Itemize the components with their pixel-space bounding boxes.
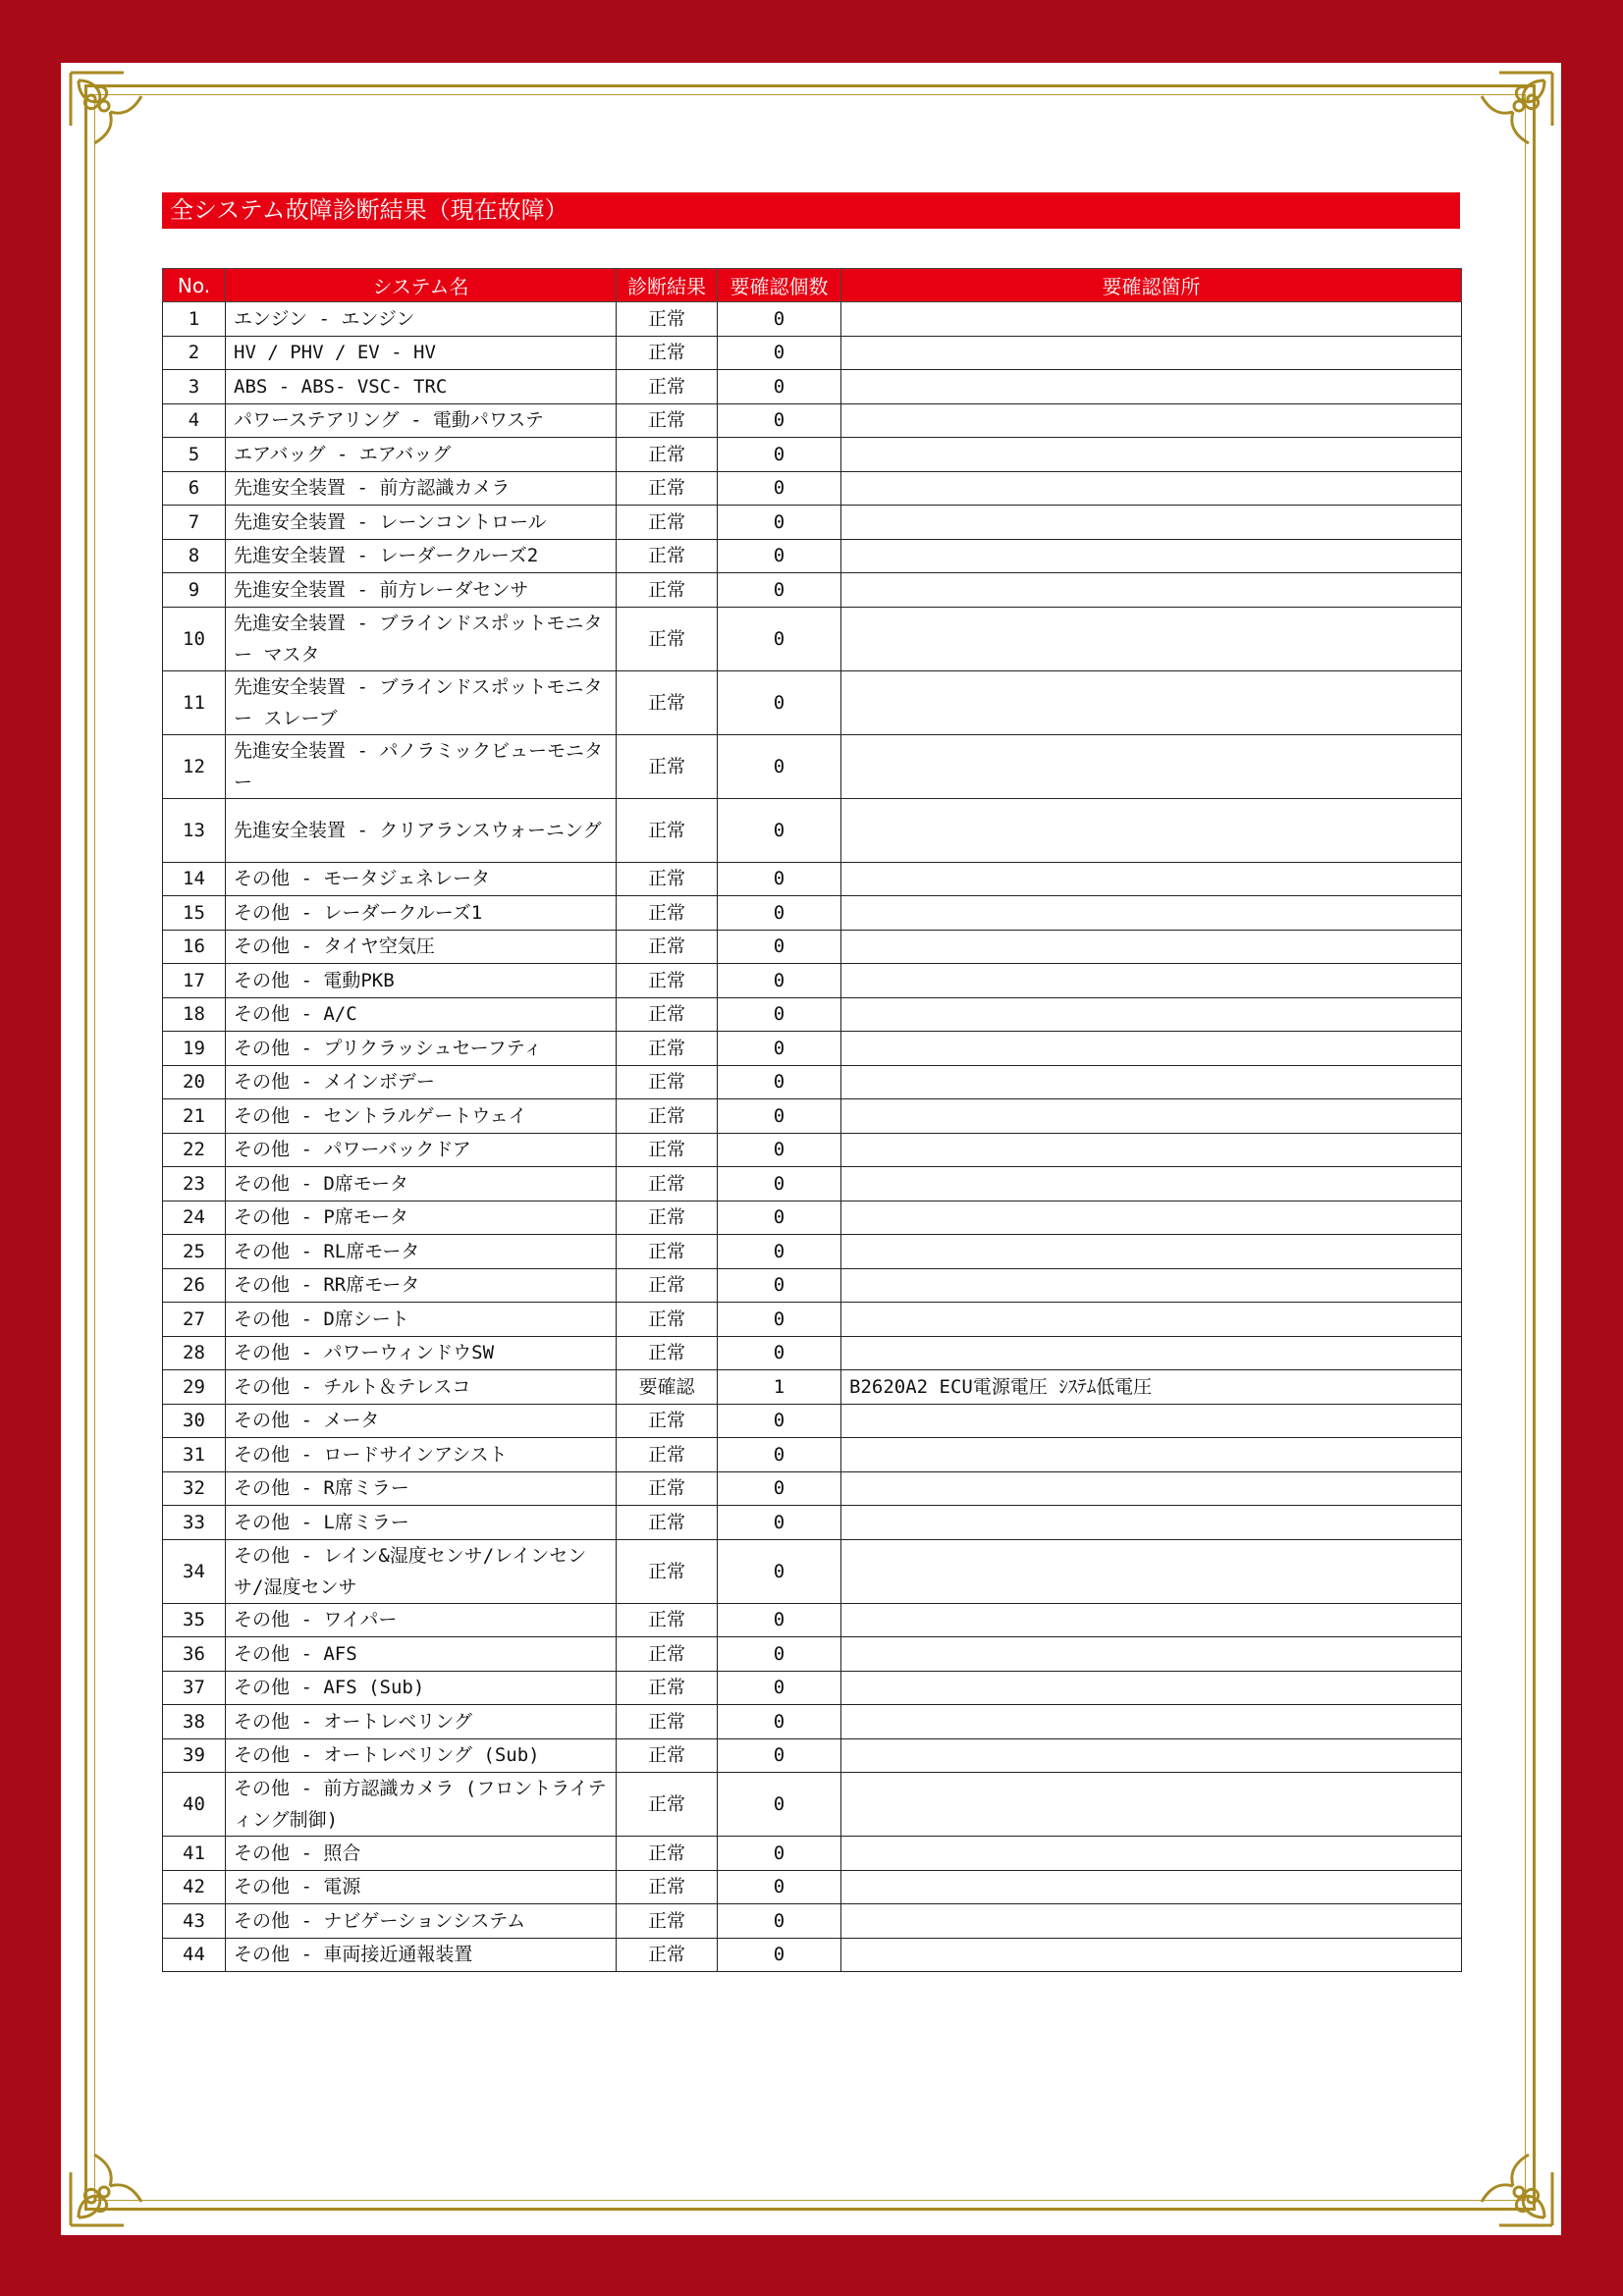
row-number: 18 (163, 997, 226, 1032)
table-row (163, 1904, 1462, 1939)
check-location (841, 1637, 1462, 1672)
row-number: 23 (163, 1167, 226, 1201)
check-location (841, 1471, 1462, 1506)
check-location (841, 896, 1462, 931)
diagnosis-result: 正常 (617, 997, 718, 1032)
diagnosis-result: 正常 (617, 403, 718, 438)
system-name: その他 - L席ミラー (226, 1506, 617, 1540)
row-number: 19 (163, 1032, 226, 1066)
check-count: 0 (718, 1506, 841, 1540)
column-header-result: 診断結果 (617, 269, 718, 302)
system-name: エンジン - エンジン (226, 302, 617, 337)
system-name: その他 - AFS (Sub) (226, 1671, 617, 1705)
system-name: その他 - AFS (226, 1637, 617, 1672)
row-number: 29 (163, 1370, 226, 1405)
check-count: 0 (718, 1032, 841, 1066)
diagnosis-result: 正常 (617, 1471, 718, 1506)
table-row (163, 1235, 1462, 1269)
table-row (163, 798, 1462, 862)
check-count: 0 (718, 1904, 841, 1939)
row-number: 39 (163, 1738, 226, 1773)
system-name: その他 - オートレベリング (Sub) (226, 1738, 617, 1773)
system-name: ABS - ABS- VSC- TRC (226, 370, 617, 404)
system-name: 先進安全装置 - パノラミックビューモニター (226, 734, 617, 798)
check-count: 0 (718, 370, 841, 404)
table-row (163, 1065, 1462, 1099)
system-name: その他 - ナビゲーションシステム (226, 1904, 617, 1939)
row-number: 11 (163, 670, 226, 734)
diagnosis-result: 正常 (617, 1738, 718, 1773)
table-header-row (163, 269, 1462, 302)
check-count: 0 (718, 1404, 841, 1438)
table-row (163, 1099, 1462, 1134)
check-location (841, 1870, 1462, 1904)
row-number: 9 (163, 573, 226, 608)
diagnosis-result: 正常 (617, 1303, 718, 1337)
system-name: その他 - 電源 (226, 1870, 617, 1904)
check-count: 0 (718, 607, 841, 670)
table-row (163, 506, 1462, 540)
diagnosis-result: 正常 (617, 1438, 718, 1472)
row-number: 41 (163, 1837, 226, 1871)
system-name: その他 - D席シート (226, 1303, 617, 1337)
diagnosis-result: 正常 (617, 1539, 718, 1603)
row-number: 13 (163, 798, 226, 862)
check-location (841, 930, 1462, 964)
diagnosis-result: 正常 (617, 1336, 718, 1370)
row-number: 17 (163, 964, 226, 998)
system-name: その他 - RL席モータ (226, 1235, 617, 1269)
system-name: 先進安全装置 - レーンコントロール (226, 506, 617, 540)
table-row (163, 607, 1462, 670)
check-count: 0 (718, 1268, 841, 1303)
check-location (841, 1738, 1462, 1773)
check-location (841, 1603, 1462, 1637)
diagnosis-result: 正常 (617, 573, 718, 608)
check-location (841, 997, 1462, 1032)
system-name: その他 - モータジェネレータ (226, 862, 617, 896)
diagnosis-result: 正常 (617, 506, 718, 540)
row-number: 35 (163, 1603, 226, 1637)
row-number: 37 (163, 1671, 226, 1705)
column-header-no: No. (163, 269, 226, 302)
column-header-location: 要確認箇所 (841, 269, 1462, 302)
diagnosis-result: 正常 (617, 1268, 718, 1303)
diagnosis-result: 正常 (617, 930, 718, 964)
table-row (163, 336, 1462, 370)
check-location (841, 539, 1462, 573)
diagnosis-result: 正常 (617, 302, 718, 337)
system-name: その他 - A/C (226, 997, 617, 1032)
system-name: 先進安全装置 - レーダークルーズ2 (226, 539, 617, 573)
check-count: 0 (718, 930, 841, 964)
row-number: 25 (163, 1235, 226, 1269)
row-number: 42 (163, 1870, 226, 1904)
table-row (163, 1870, 1462, 1904)
diagnosis-result: 正常 (617, 1032, 718, 1066)
check-count: 0 (718, 1671, 841, 1705)
system-name: その他 - チルト＆テレスコ (226, 1370, 617, 1405)
check-location (841, 607, 1462, 670)
check-location (841, 403, 1462, 438)
corner-ornament-icon (1460, 2133, 1558, 2231)
check-location (841, 1235, 1462, 1269)
diagnosis-result: 正常 (617, 1099, 718, 1134)
row-number: 5 (163, 438, 226, 472)
row-number: 22 (163, 1133, 226, 1167)
table-row (163, 1201, 1462, 1235)
system-name: その他 - RR席モータ (226, 1268, 617, 1303)
system-name: その他 - ロードサインアシスト (226, 1438, 617, 1472)
check-location (841, 734, 1462, 798)
check-count: 1 (718, 1370, 841, 1405)
table-row (163, 1471, 1462, 1506)
row-number: 20 (163, 1065, 226, 1099)
row-number: 27 (163, 1303, 226, 1337)
row-number: 7 (163, 506, 226, 540)
check-count: 0 (718, 670, 841, 734)
diagnosis-result: 正常 (617, 1671, 718, 1705)
table-row (163, 438, 1462, 472)
check-location (841, 1032, 1462, 1066)
table-row (163, 573, 1462, 608)
diagnosis-result: 正常 (617, 438, 718, 472)
table-row (163, 539, 1462, 573)
check-count: 0 (718, 1235, 841, 1269)
table-row (163, 1370, 1462, 1405)
table-row (163, 1506, 1462, 1540)
check-count: 0 (718, 403, 841, 438)
diagnosis-result: 正常 (617, 1938, 718, 1972)
system-name: パワーステアリング - 電動パワステ (226, 403, 617, 438)
row-number: 6 (163, 471, 226, 506)
check-count: 0 (718, 997, 841, 1032)
row-number: 4 (163, 403, 226, 438)
check-location (841, 336, 1462, 370)
check-count: 0 (718, 1133, 841, 1167)
check-count: 0 (718, 1303, 841, 1337)
system-name: その他 - レーダークルーズ1 (226, 896, 617, 931)
diagnosis-result: 正常 (617, 607, 718, 670)
page-title: 全システム故障診断結果（現在故障） (162, 192, 1460, 229)
table-row (163, 1438, 1462, 1472)
system-name: その他 - 照合 (226, 1837, 617, 1871)
row-number: 28 (163, 1336, 226, 1370)
table-row (163, 862, 1462, 896)
diagnosis-result: 正常 (617, 539, 718, 573)
check-location (841, 798, 1462, 862)
diagnosis-result: 正常 (617, 1235, 718, 1269)
check-count: 0 (718, 1438, 841, 1472)
check-location (841, 1201, 1462, 1235)
check-count: 0 (718, 573, 841, 608)
check-count: 0 (718, 1065, 841, 1099)
table-row (163, 1938, 1462, 1972)
check-count: 0 (718, 1336, 841, 1370)
diagnosis-result: 正常 (617, 1837, 718, 1871)
corner-ornament-icon (1460, 67, 1558, 165)
table-row (163, 734, 1462, 798)
system-name: その他 - パワーウィンドウSW (226, 1336, 617, 1370)
system-name: その他 - 電動PKB (226, 964, 617, 998)
table-row (163, 930, 1462, 964)
table-row (163, 964, 1462, 998)
table-row (163, 1738, 1462, 1773)
row-number: 10 (163, 607, 226, 670)
check-location (841, 964, 1462, 998)
table-row (163, 1773, 1462, 1837)
check-location (841, 1438, 1462, 1472)
check-location (841, 1671, 1462, 1705)
corner-ornament-icon (65, 2133, 163, 2231)
check-count: 0 (718, 1603, 841, 1637)
row-number: 12 (163, 734, 226, 798)
diagnosis-result: 正常 (617, 1065, 718, 1099)
system-name: その他 - ワイパー (226, 1603, 617, 1637)
table-row (163, 1637, 1462, 1672)
diagnosis-result: 正常 (617, 798, 718, 862)
row-number: 2 (163, 336, 226, 370)
check-count: 0 (718, 1201, 841, 1235)
diagnosis-result: 正常 (617, 1404, 718, 1438)
check-location (841, 1837, 1462, 1871)
check-location: B2620A2 ECU電源電圧 ｼｽﾃﾑ低電圧 (841, 1370, 1462, 1405)
system-name: その他 - レイン&湿度センサ/レインセンサ/湿度センサ (226, 1539, 617, 1603)
table-row (163, 1404, 1462, 1438)
diagnosis-result: 正常 (617, 1870, 718, 1904)
check-count: 0 (718, 1870, 841, 1904)
check-count: 0 (718, 1705, 841, 1739)
diagnosis-result: 正常 (617, 1603, 718, 1637)
check-location (841, 1938, 1462, 1972)
diagnosis-result: 正常 (617, 1133, 718, 1167)
system-name: 先進安全装置 - ブラインドスポットモニター スレーブ (226, 670, 617, 734)
table-row (163, 1671, 1462, 1705)
check-location (841, 1167, 1462, 1201)
system-name: その他 - タイヤ空気圧 (226, 930, 617, 964)
table-row (163, 1539, 1462, 1603)
table-row (163, 997, 1462, 1032)
check-count: 0 (718, 1471, 841, 1506)
table-row (163, 896, 1462, 931)
check-count: 0 (718, 1099, 841, 1134)
diagnosis-result: 正常 (617, 1506, 718, 1540)
row-number: 43 (163, 1904, 226, 1939)
check-count: 0 (718, 1167, 841, 1201)
row-number: 21 (163, 1099, 226, 1134)
table-row (163, 1133, 1462, 1167)
row-number: 1 (163, 302, 226, 337)
diagnosis-result: 正常 (617, 896, 718, 931)
diagnosis-table (162, 268, 1462, 1972)
check-location (841, 1904, 1462, 1939)
check-location (841, 1303, 1462, 1337)
check-count: 0 (718, 734, 841, 798)
diagnosis-result: 正常 (617, 862, 718, 896)
check-location (841, 1705, 1462, 1739)
corner-ornament-icon (65, 67, 163, 165)
check-count: 0 (718, 1539, 841, 1603)
check-count: 0 (718, 336, 841, 370)
check-count: 0 (718, 798, 841, 862)
check-location (841, 1539, 1462, 1603)
row-number: 40 (163, 1773, 226, 1837)
table-row (163, 1303, 1462, 1337)
table-row (163, 1032, 1462, 1066)
diagnosis-result: 正常 (617, 670, 718, 734)
system-name: その他 - D席モータ (226, 1167, 617, 1201)
table-row (163, 403, 1462, 438)
diagnosis-result: 正常 (617, 964, 718, 998)
table-row (163, 1268, 1462, 1303)
check-location (841, 506, 1462, 540)
system-name: 先進安全装置 - ブラインドスポットモニター マスタ (226, 607, 617, 670)
diagnosis-result: 正常 (617, 471, 718, 506)
table-row (163, 1705, 1462, 1739)
column-header-system: システム名 (226, 269, 617, 302)
diagnosis-result: 正常 (617, 1773, 718, 1837)
diagnosis-result: 正常 (617, 1637, 718, 1672)
row-number: 33 (163, 1506, 226, 1540)
check-count: 0 (718, 964, 841, 998)
check-count: 0 (718, 896, 841, 931)
diagnosis-result: 正常 (617, 1201, 718, 1235)
check-location (841, 370, 1462, 404)
table-row (163, 302, 1462, 337)
system-name: その他 - P席モータ (226, 1201, 617, 1235)
check-location (841, 1404, 1462, 1438)
diagnosis-result: 正常 (617, 1167, 718, 1201)
check-count: 0 (718, 302, 841, 337)
row-number: 31 (163, 1438, 226, 1472)
check-location (841, 670, 1462, 734)
check-count: 0 (718, 471, 841, 506)
table-row (163, 471, 1462, 506)
check-location (841, 1268, 1462, 1303)
system-name: その他 - プリクラッシュセーフティ (226, 1032, 617, 1066)
check-location (841, 862, 1462, 896)
check-count: 0 (718, 539, 841, 573)
row-number: 14 (163, 862, 226, 896)
diagnosis-result: 正常 (617, 1904, 718, 1939)
check-count: 0 (718, 1773, 841, 1837)
check-location (841, 1773, 1462, 1837)
system-name: その他 - パワーバックドア (226, 1133, 617, 1167)
table-row (163, 370, 1462, 404)
check-location (841, 573, 1462, 608)
check-location (841, 1065, 1462, 1099)
table-body (163, 302, 1462, 1972)
diagnosis-result: 要確認 (617, 1370, 718, 1405)
row-number: 34 (163, 1539, 226, 1603)
check-count: 0 (718, 1938, 841, 1972)
check-location (841, 1506, 1462, 1540)
row-number: 3 (163, 370, 226, 404)
table-row (163, 1603, 1462, 1637)
check-location (841, 1336, 1462, 1370)
system-name: その他 - 前方認識カメラ (フロントライティング制御) (226, 1773, 617, 1837)
system-name: 先進安全装置 - 前方レーダセンサ (226, 573, 617, 608)
system-name: 先進安全装置 - クリアランスウォーニング (226, 798, 617, 862)
row-number: 30 (163, 1404, 226, 1438)
row-number: 24 (163, 1201, 226, 1235)
check-count: 0 (718, 1837, 841, 1871)
row-number: 36 (163, 1637, 226, 1672)
table-row (163, 1336, 1462, 1370)
system-name: その他 - R席ミラー (226, 1471, 617, 1506)
diagnosis-result: 正常 (617, 370, 718, 404)
table-row (163, 1167, 1462, 1201)
check-count: 0 (718, 1637, 841, 1672)
check-location (841, 1133, 1462, 1167)
row-number: 38 (163, 1705, 226, 1739)
check-location (841, 302, 1462, 337)
check-location (841, 471, 1462, 506)
diagnosis-result: 正常 (617, 734, 718, 798)
system-name: エアバッグ - エアバッグ (226, 438, 617, 472)
system-name: その他 - メインボデー (226, 1065, 617, 1099)
table-row (163, 670, 1462, 734)
diagnosis-result: 正常 (617, 1705, 718, 1739)
check-location (841, 438, 1462, 472)
row-number: 26 (163, 1268, 226, 1303)
system-name: 先進安全装置 - 前方認識カメラ (226, 471, 617, 506)
check-count: 0 (718, 1738, 841, 1773)
row-number: 15 (163, 896, 226, 931)
row-number: 44 (163, 1938, 226, 1972)
check-count: 0 (718, 438, 841, 472)
diagnosis-result: 正常 (617, 336, 718, 370)
row-number: 32 (163, 1471, 226, 1506)
row-number: 16 (163, 930, 226, 964)
system-name: その他 - セントラルゲートウェイ (226, 1099, 617, 1134)
column-header-count: 要確認個数 (718, 269, 841, 302)
system-name: その他 - オートレベリング (226, 1705, 617, 1739)
system-name: その他 - メータ (226, 1404, 617, 1438)
check-count: 0 (718, 862, 841, 896)
check-count: 0 (718, 506, 841, 540)
row-number: 8 (163, 539, 226, 573)
system-name: HV / PHV / EV - HV (226, 336, 617, 370)
check-location (841, 1099, 1462, 1134)
table-row (163, 1837, 1462, 1871)
system-name: その他 - 車両接近通報装置 (226, 1938, 617, 1972)
